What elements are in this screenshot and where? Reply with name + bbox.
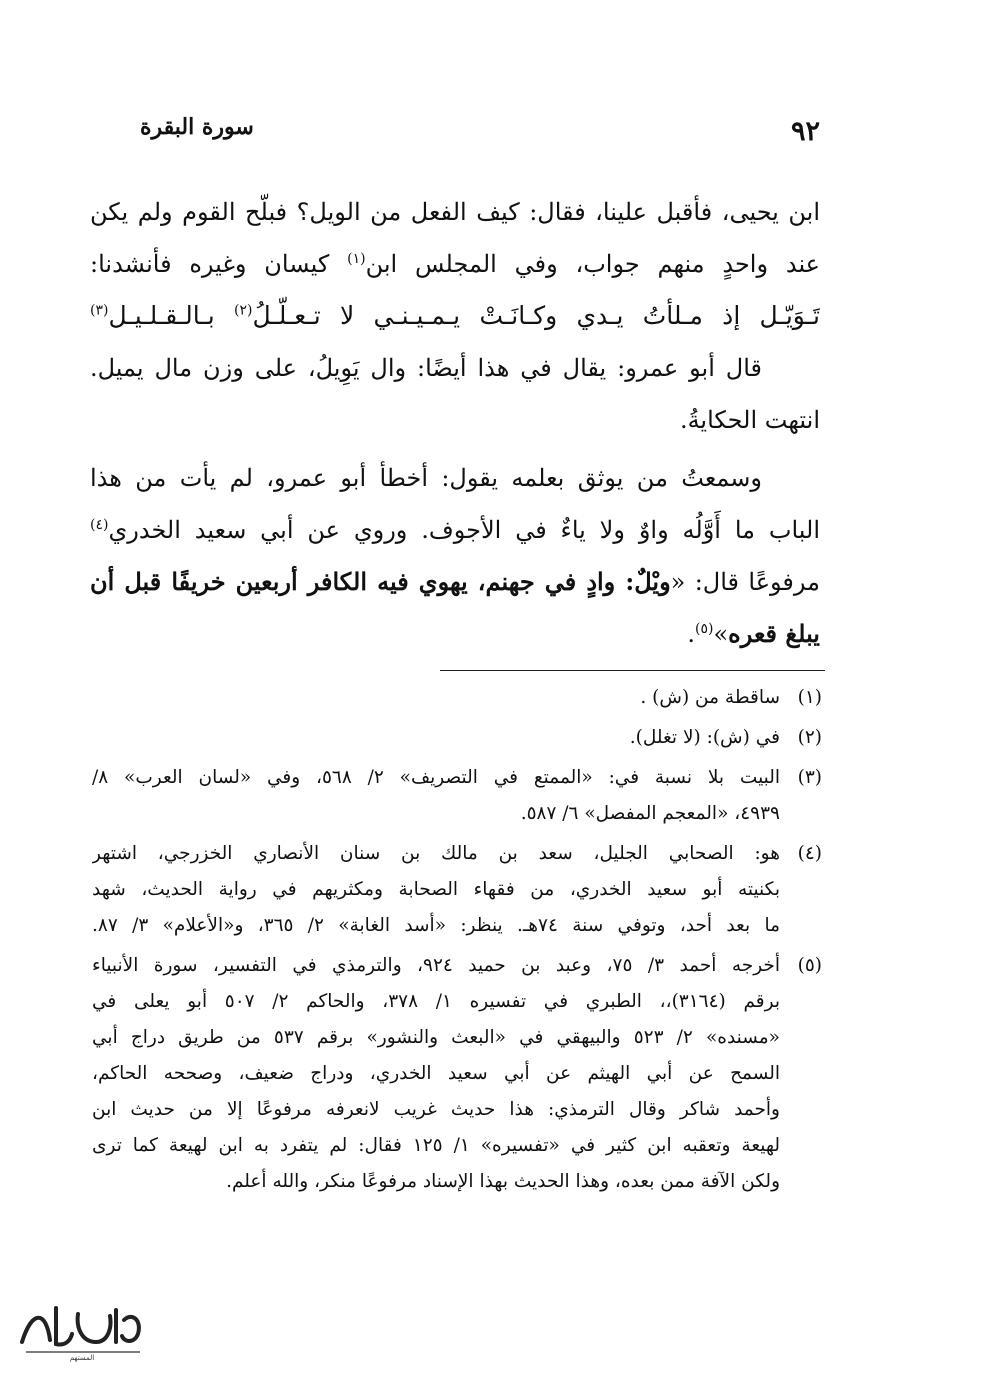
footnote: [92, 680, 822, 716]
page-number: ٩٢: [790, 116, 820, 147]
footnote-line: برقم (٣١٦٤)،، الطبري في تفسيره ١/ ٣٧٨، والحاكم ٢/ ٥٠٧ أبو يعلى في: [92, 991, 780, 1012]
main-line: مرفوعًا قال: «ويْلٌ: وادٍ في جهنم، يهوي فيه الكافر أربعين خريفًا قبل أن: [90, 567, 820, 596]
footnote-line: بكنيته أبو سعيد الخدري، من فقهاء الصحابة ومكثريهم في رواية الحديث، شهد: [92, 879, 780, 900]
hadith-text: يبلغ قعره: [728, 619, 820, 648]
main-line: قال أبو عمرو: يقال في هذا أيضًا: وال يَوِيلُ، على وزن مال يميل.: [90, 354, 762, 382]
footnote-line: وأحمد شاكر وقال الترمذي: هذا حديث غريب لانعرفه مرفوعًا إلا من حديث ابن: [92, 1099, 780, 1120]
publisher-logo: [12, 1290, 152, 1362]
footnote-line: لهيعة وتعقبه ابن كثير في «تفسيره» ١/ ١٢٥ فقال: لم يتفرد به ابن لهيعة كما ترى: [92, 1135, 780, 1156]
main-line: يبلغ قعره»$^{(٥)}$.: [687, 619, 820, 648]
surah-title: سورة البقرة: [140, 114, 254, 140]
footnote-separator: [440, 670, 825, 671]
verse-hemistich-first: تَـوَيّـل إذ مـلأتُ يـدي وكـانَـتْ: [479, 301, 820, 330]
footnote-number: (٥): [797, 955, 822, 976]
footnote-line: ولكن الآفة ممن بعده، وهذا الحديث بهذا الإسناد مرفوعًا منكر، والله أعلم.: [226, 1171, 780, 1192]
footnote: [92, 720, 822, 756]
footnote-ref: (٣): [90, 302, 109, 319]
watermark-text: المستهم: [69, 1354, 95, 1362]
main-text: [90, 186, 820, 660]
footnotes: [92, 680, 822, 1204]
main-line: انتهت الحكايةُ.: [679, 406, 820, 434]
poetry-verse: [90, 290, 820, 342]
main-line: الباب ما أَوَّلُه واوٌ ولا ياءٌ في الأجوف. وروي عن أبي سعيد الخدري$^{(٤)}$: [90, 516, 820, 544]
footnote-line: ٤٩٣٩، «المعجم المفصل» ٦/ ٥٨٧.: [520, 803, 780, 824]
footnote-line: ساقطة من (ش) .: [640, 687, 780, 708]
main-line: ابن يحيى، فأقبل علينا، فقال: كيف الفعل من الويل؟ فبلّح القوم ولم يكن: [90, 198, 820, 226]
footnote-ref: (٢): [233, 302, 253, 319]
footnote: [92, 760, 822, 832]
footnote-number: (٤): [797, 843, 822, 864]
footnote: [92, 836, 822, 944]
footnote-number: (٢): [797, 727, 822, 748]
footnote-ref: (٥): [694, 621, 714, 637]
footnote-line: البيت بلا نسبة في: «الممتع في التصريف» ٢/ ٥٦٨، وفي «لسان العرب» ٨/: [92, 767, 780, 788]
footnote-line: أخرجه أحمد ٣/ ٧٥، وعبد بن حميد ٩٢٤، والترمذي في التفسير، سورة الأنبياء: [92, 955, 780, 976]
footnote-line: ما بعد أحد، وتوفي سنة ٧٤هـ. ينظر: «أسد الغابة» ٢/ ٣٦٥، و«الأعلام» ٣/ ٨٧.: [92, 915, 780, 936]
hadith-text: ويْلٌ: وادٍ في جهنم، يهوي فيه الكافر أربعين خريفًا قبل أن: [90, 567, 671, 596]
footnote-line: في (ش): (لا تغلل).: [629, 727, 780, 748]
page-header: [140, 110, 820, 150]
footnote-line: «مسنده» ٢/ ٥٢٣ والبيهقي في «البعث والنشور» برقم ٥٣٧ من طريق دراج أبي: [92, 1027, 780, 1048]
main-line: عند واحدٍ منهم جواب، وفي المجلس ابن$^{(١)}$ كيسان وغيره فأنشدنا:: [90, 250, 820, 278]
footnote-ref: (١): [347, 251, 366, 267]
footnote-line: هو: الصحابي الجليل، سعد بن مالك بن سنان الأنصاري الخزرجي، اشتهر: [92, 843, 780, 864]
footnote-number: (٣): [797, 767, 822, 788]
main-line: وسمعتُ من يوثق بعلمه يقول: أخطأ أبو عمرو، لم يأت من هذا: [90, 464, 762, 492]
footnote: [92, 948, 822, 1200]
verse-hemistich-second: يـمـيـنـي لا تـعـلّـلُ$^{(٢)}$ بـالـقـلـيـل$^{(٣)}$: [90, 301, 461, 330]
footnote-line: السمح عن أبي الهيثم عن أبي سعيد الخدري، ودراج ضعيف، وصححه الحاكم،: [92, 1063, 780, 1084]
footnote-ref: (٤): [90, 517, 109, 533]
footnote-number: (١): [797, 687, 822, 708]
